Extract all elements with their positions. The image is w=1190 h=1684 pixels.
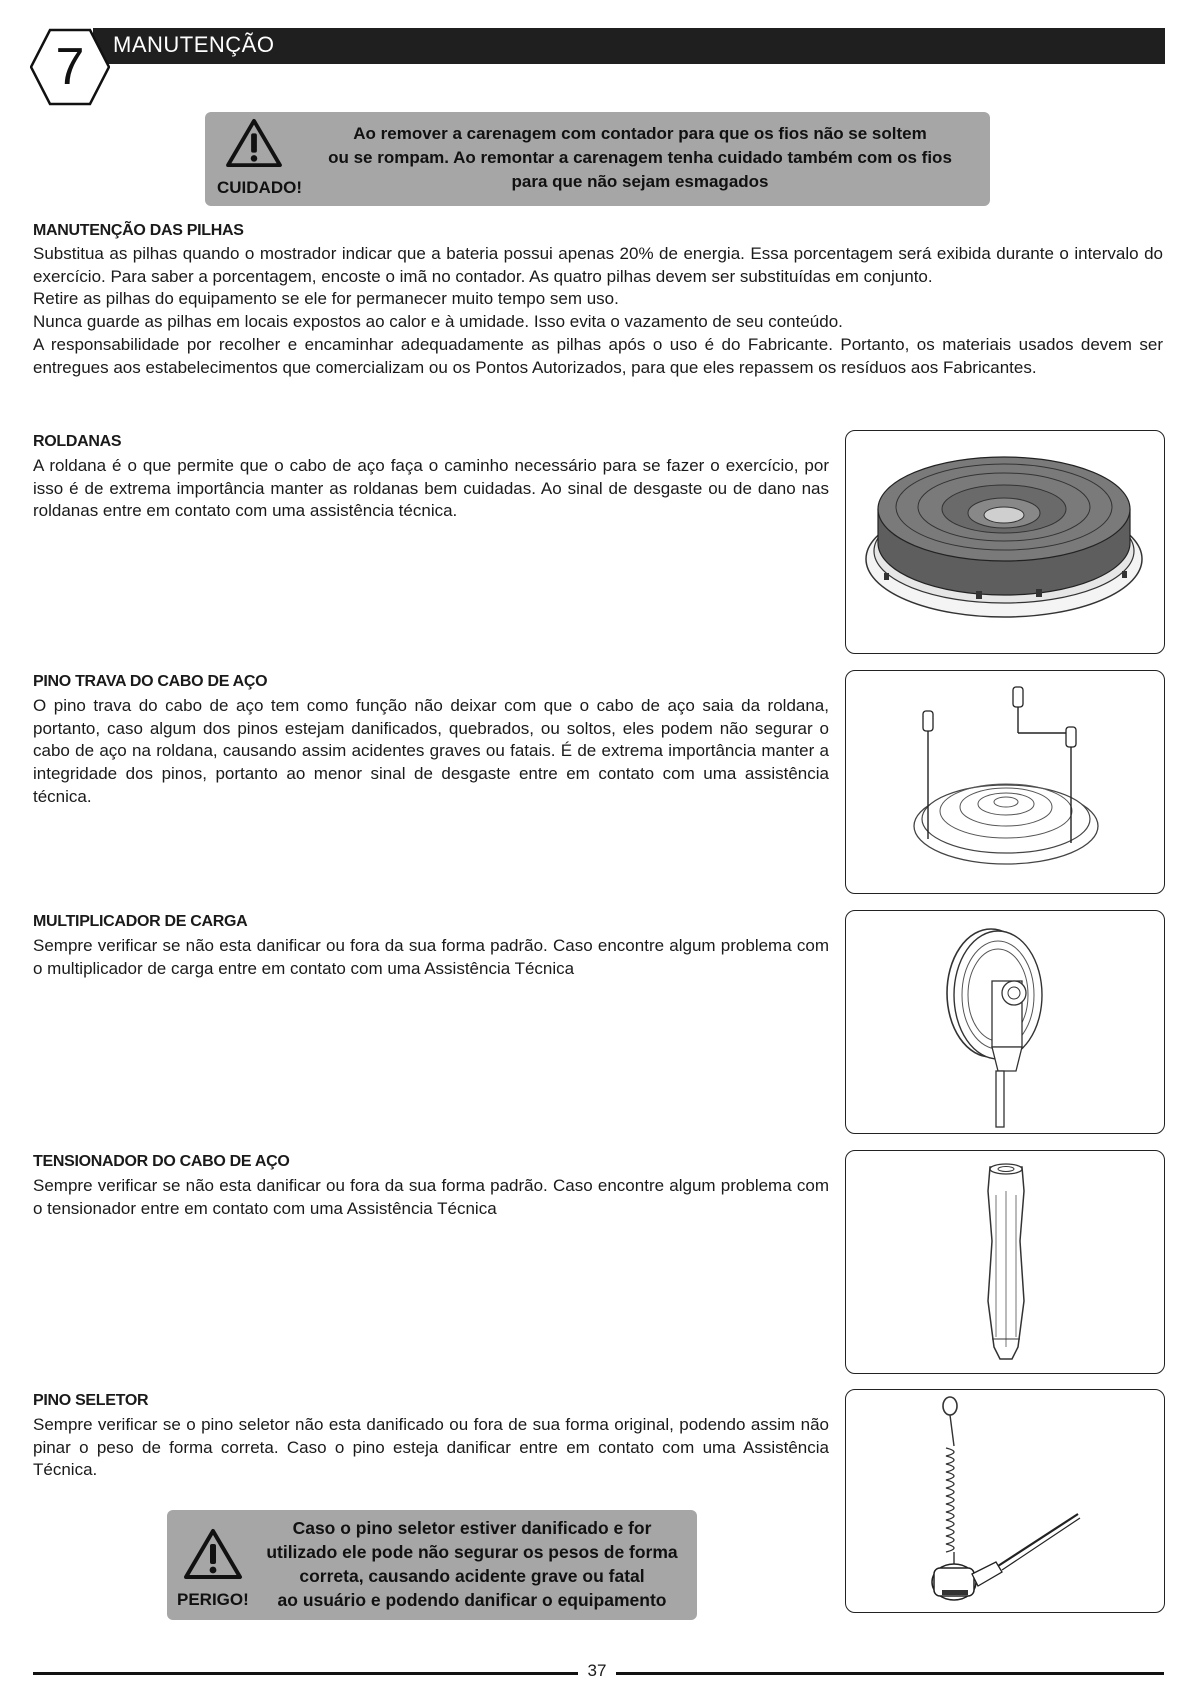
load-multiplier-image-frame [845,910,1165,1134]
batteries-paragraph: Nunca guarde as pilhas em locais expostos ao calor e à umidade. Isso evita o vazamento de seu conteúdo. [33,312,843,332]
load-multiplier-title: MULTIPLICADOR DE CARGA [33,913,248,930]
cable-lock-pin-illustration [846,671,1164,893]
caution-line: para que não sejam esmagados [511,172,769,191]
danger-label: PERIGO! [177,1590,249,1609]
warning-triangle-icon [183,1528,243,1580]
tensioner-text: Sempre verificar se não esta danificar ou fora da sua forma padrão. Caso encontre algum problema com o tensionador entre em contato com uma Assistência Técnica [33,1176,829,1218]
pulleys-title: ROLDANAS [33,433,122,450]
danger-line: utilizado ele pode não segurar os pesos de forma [266,1542,678,1562]
tensioner-image-frame [845,1150,1165,1374]
selector-pin-illustration [846,1390,1164,1612]
batteries-text [33,243,1163,379]
pulleys-text: A roldana é o que permite que o cabo de aço faça o caminho necessário para se fazer o exercício, por isso é de extrema importância manter as roldanas bem cuidadas. Ao sinal de desgaste ou de dano nas roldanas entre em contato com uma assistência técnica. [33,456,829,521]
warning-triangle-icon [225,118,283,168]
batteries-paragraph: Retire as pilhas do equipamento se ele for permanecer muito tempo sem uso. [33,289,619,309]
caution-line: Ao remover a carenagem com contador para que os fios não se soltem [353,124,927,143]
caution-box [205,112,990,206]
cable-tensioner-illustration [846,1151,1164,1373]
section-number: 7 [55,38,85,96]
batteries-paragraph: Substitua as pilhas quando o mostrador indicar que a bateria possui apenas 20% de energia. Essa porcentagem será exibida durante o intervalo do exercício. Para saber a porcentagem, encoste o imã no contador. As quatro pilhas devem ser substituídas em conjunto. [33,244,1163,286]
caution-label: CUIDADO! [217,178,302,197]
section-title: MANUTENÇÃO [113,32,275,57]
pulley-illustration [846,431,1164,653]
danger-line: ao usuário e podendo danificar o equipamento [277,1590,667,1610]
load-multiplier-text: Sempre verificar se não esta danificar ou fora da sua forma padrão. Caso encontre algum problema com o multiplicador de carga entre em contato com uma Assistência Técnica [33,936,829,978]
batteries-title: MANUTENÇÃO DAS PILHAS [33,222,244,239]
selector-pin-text: Sempre verificar se o pino seletor não esta danificado ou fora de sua forma original, podendo assim não pinar o peso de forma correta. Caso o pino esteja danificar entre em contato com uma Assistência Técnica. [33,1415,829,1480]
pulley-image-frame [845,430,1165,654]
caution-line: ou se rompam. Ao remontar a carenagem tenha cuidado também com os fios [328,148,952,167]
danger-line: correta, causando acidente grave ou fatal [299,1566,645,1586]
cable-pin-title: PINO TRAVA DO CABO DE AÇO [33,673,268,690]
danger-line: Caso o pino seletor estiver danificado e for [292,1518,652,1538]
footer-rule-right [616,1672,1164,1675]
footer-rule-left [33,1672,578,1675]
danger-text [253,1516,691,1612]
load-multiplier-illustration [846,911,1164,1133]
batteries-paragraph: A responsabilidade por recolher e encaminhar adequadamente as pilhas após o uso é do Fabricante. Portanto, os materiais usados devem ser entregues aos estabelecimentos que comercializam ou os Pontos Autorizados, para que eles repassem os resíduos aos Fabricantes. [33,334,1163,377]
cable-pin-text: O pino trava do cabo de aço tem como função não deixar com que o cabo de aço saia da roldana, portanto, caso algum dos pinos estejam danificados, quebrados, ou soltos, eles podem não segurar o cabo de aço na roldana, causando assim acidentes graves ou fatais. É de extrema importância manter a integridade dos pinos, portanto ao menor sinal de desgaste entre em contato com uma assistência técnica. [33,696,829,806]
tensioner-title: TENSIONADOR DO CABO DE AÇO [33,1153,290,1170]
page-number: 37 [587,1661,607,1680]
selector-pin-title: PINO SELETOR [33,1392,149,1409]
selector-pin-image-frame [845,1389,1165,1613]
cable-pin-image-frame [845,670,1165,894]
danger-box [167,1510,697,1620]
caution-text [295,122,985,194]
